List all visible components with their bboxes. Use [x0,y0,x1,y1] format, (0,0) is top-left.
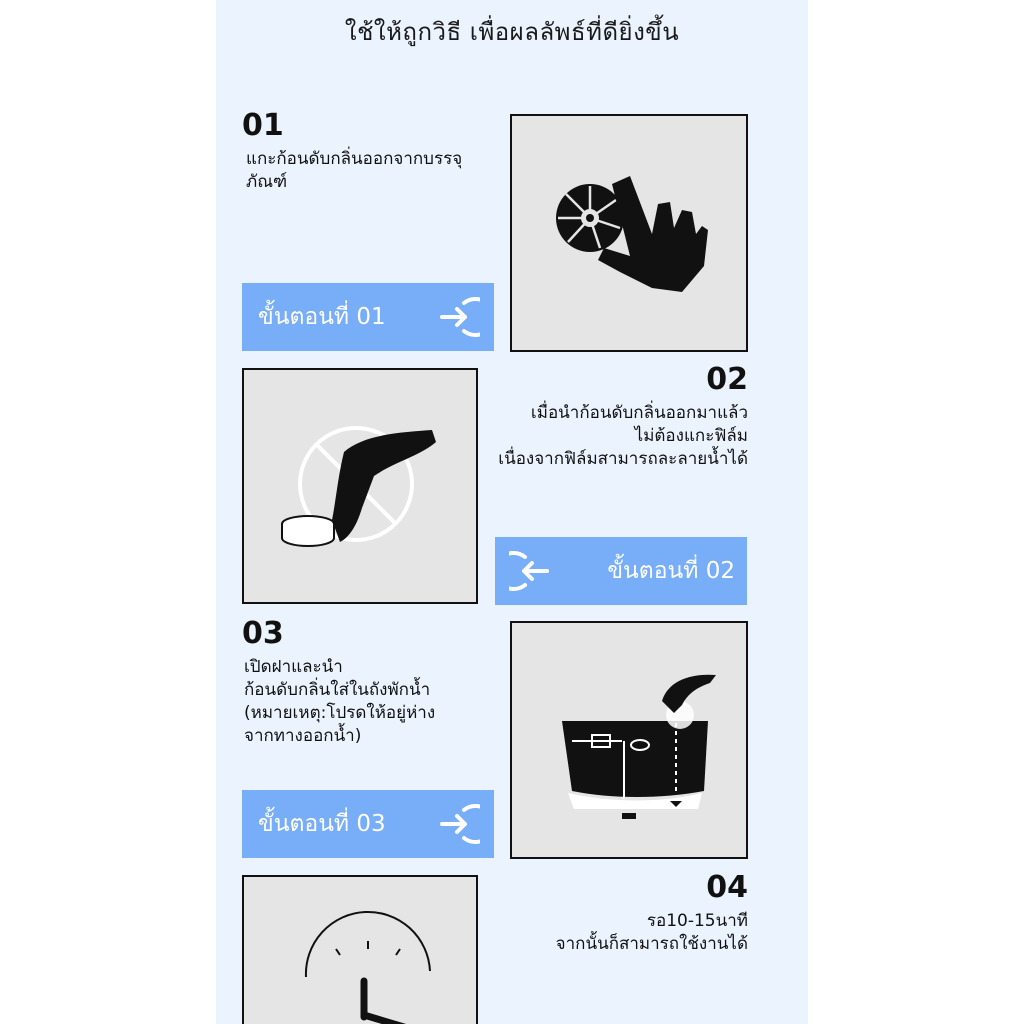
step-04-description: รอ10-15นาที จากนั้นก็สามารถใช้งานได้ [555,911,748,954]
step-03-description: เปิดฝาและนำ ก้อนดับกลิ่นใส่ในถังพักน้ำ (หมายเหตุ:โปรดให้อยู่ห่าง จากทางออกน้ำ) [244,657,436,746]
step-03-button-label: ขั้นตอนที่ 03 [258,811,386,837]
step-03-button[interactable] [242,790,494,858]
step-01-image [510,114,748,352]
step-04-image [242,875,478,1024]
page-title: ใช้ให้ถูกวิธี เพื่อผลลัพธ์ที่ดียิ่งขึ้น [344,18,680,46]
hand-tap-disc-icon [512,116,746,350]
step-02-description: เมื่อนำก้อนดับกลิ่นออกมาแล้ว ไม่ต้องแกะฟิล์ม เนื่องจากฟิล์มสามารถละลายน้ำได้ [498,403,748,469]
step-01-button[interactable] [242,283,494,351]
step-03-number: 03 [242,616,284,651]
step-02-number: 02 [706,362,748,397]
step-02-image [242,368,478,604]
step-01-button-label: ขั้นตอนที่ 01 [258,304,386,330]
arrow-right-circle-icon [434,801,480,847]
hand-no-peel-film-icon [244,370,476,602]
step-01-description: แกะก้อนดับกลิ่นออกจากบรรจุ ภัณฑ์ [246,149,463,192]
step-03-image [510,621,748,859]
clock-icon [244,877,476,1024]
instructions-panel [216,0,808,1024]
arrow-left-circle-icon [509,548,555,594]
step-02-button-label: ขั้นตอนที่ 02 [607,558,735,584]
step-01-number: 01 [242,108,284,143]
arrow-right-circle-icon [434,294,480,340]
step-02-button[interactable] [495,537,747,605]
step-04-number: 04 [706,870,748,905]
tank-drop-tablet-icon [512,623,746,857]
